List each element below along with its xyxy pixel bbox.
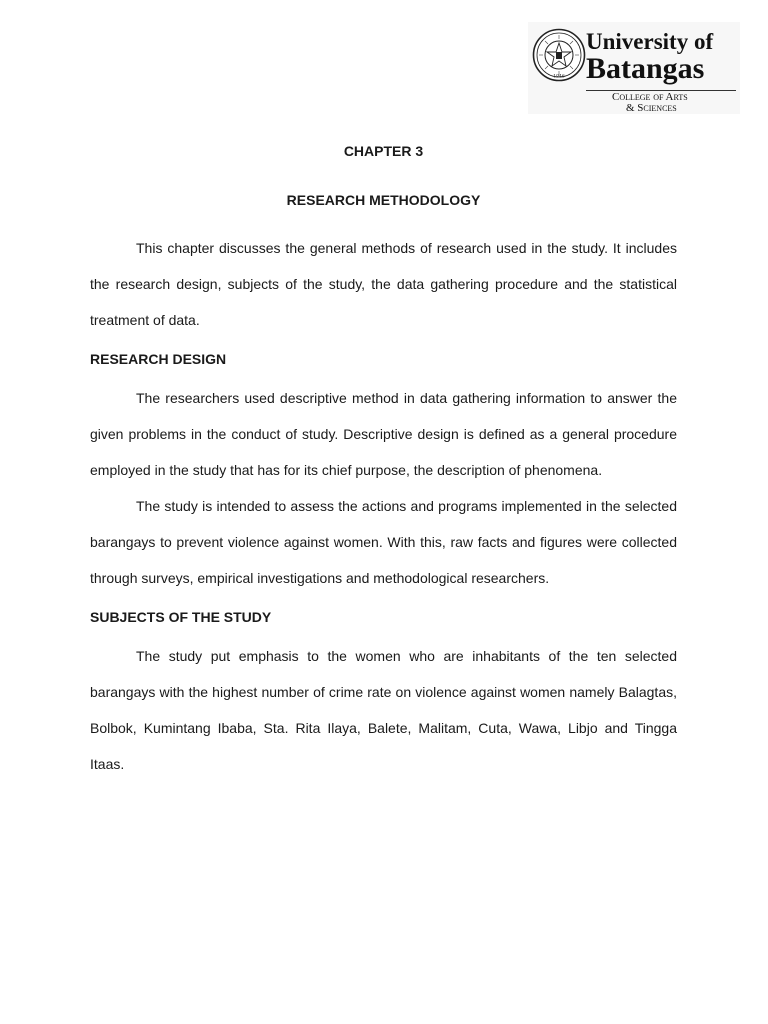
college-name-line1: College of Arts (612, 91, 688, 103)
section-heading-research-design: RESEARCH DESIGN (90, 351, 227, 367)
research-design-paragraph-1: The researchers used descriptive method in data gathering information to answer the given problems in the conduct of study. Descriptive design is defined as a general procedure employed in the study that has for its chief purpose, the description of phenomena. (90, 390, 677, 478)
research-design-paragraph-2: The study is intended to assess the actions and programs implemented in the selected barangays to prevent violence against women. With this, raw facts and figures were collected through surveys, empirical investigations and methodological researchers. (90, 498, 677, 586)
subjects-paragraph-1: The study put emphasis to the women who are inhabitants of the ten selected barangays with the highest number of crime rate on violence against women namely Balagtas, Bolbok, Kumintang Ibaba, Sta. Rita Ilaya, Balete, Malitam, Cuta, Wawa, Libjo and Tingga Itaas. (90, 648, 677, 772)
seal-year: 1946 (553, 74, 565, 80)
intro-paragraph: This chapter discusses the general methods of research used in the study. It includes the research design, subjects of the study, the data gathering procedure and the statistical treatment of data. (90, 240, 677, 328)
chapter-title: RESEARCH METHODOLOGY (286, 192, 481, 208)
chapter-heading: CHAPTER 3 (343, 143, 424, 159)
university-name-line1: University of (586, 29, 714, 54)
college-name-line2: & Sciences (626, 102, 677, 114)
university-seal-icon (532, 28, 586, 82)
college-name (612, 92, 688, 114)
university-logo (528, 22, 740, 114)
section-heading-subjects: SUBJECTS OF THE STUDY (90, 609, 272, 625)
university-name-line2: Batangas (586, 52, 705, 85)
document-body (90, 140, 677, 782)
